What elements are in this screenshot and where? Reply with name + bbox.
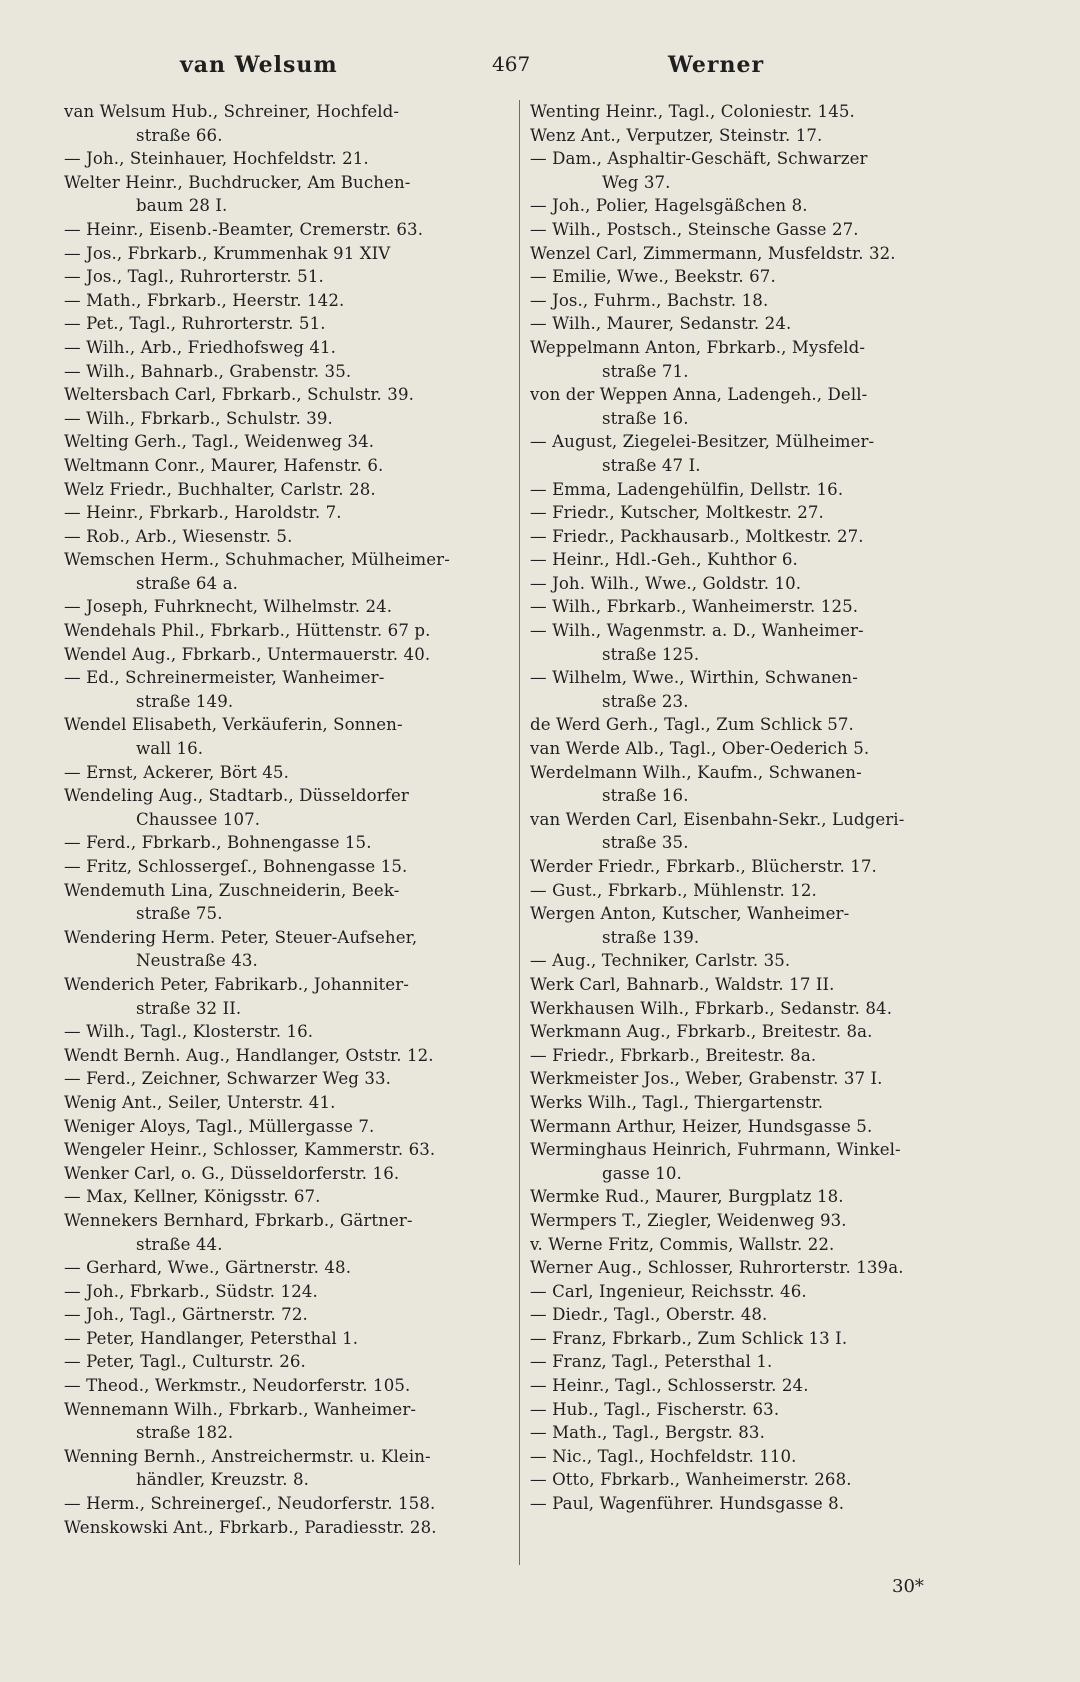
directory-entry [64,1350,496,1374]
directory-entry [530,1350,966,1374]
entry-line: Werder Friedr., Fbrkarb., Blücherstr. 17. [530,857,877,876]
entry-line: — Heinr., Hdl.-Geh., Kuhthor 6. [530,550,798,570]
directory-entry [64,1303,496,1327]
left-column [64,100,496,1539]
entry-line: — Math., Fbrkarb., Heerstr. 142. [64,290,345,310]
entry-continuation: gasse 10. [602,1163,682,1183]
directory-entry [64,1280,496,1304]
directory-entry [530,808,966,855]
directory-entry [530,1327,966,1351]
entry-line: Wenting Heinr., Tagl., Coloniestr. 145. [530,102,855,121]
directory-entry [64,713,496,760]
right-running-head: Werner [668,52,765,78]
directory-entry [64,1091,496,1115]
directory-entry [64,548,496,595]
entry-line: — Otto, Fbrkarb., Wanheimerstr. 268. [530,1470,852,1490]
directory-entry [64,1256,496,1280]
entry-line: Werkhausen Wilh., Fbrkarb., Sedanstr. 84. [530,998,893,1018]
entry-line: Wenning Bernh., Anstreichermstr. u. Klein- [64,1446,431,1466]
directory-entry [64,1138,496,1162]
directory-entry [64,595,496,619]
directory-entry [64,831,496,855]
entry-line: — Friedr., Fbrkarb., Breitestr. 8a. [530,1045,817,1065]
directory-entry [64,525,496,549]
directory-entry [64,1185,496,1209]
directory-entry [64,100,496,147]
directory-entry [64,1327,496,1351]
entry-line: Wendemuth Lina, Zuschneiderin, Beek- [64,880,400,900]
directory-entry [64,619,496,643]
entry-line: Wendel Elisabeth, Verkäuferin, Sonnen- [64,715,403,735]
entry-line: Wendel Aug., Fbrkarb., Untermauerstr. 40. [64,644,431,664]
entry-continuation: Chaussee 107. [136,809,261,829]
entry-line: Wennekers Bernhard, Fbrkarb., Gärtner- [64,1210,413,1230]
entry-line: Weppelmann Anton, Fbrkarb., Mysfeld- [530,337,866,357]
entry-line: van Welsum Hub., Schreiner, Hochfeld- [64,102,400,121]
entry-line: Weltmann Conr., Maurer, Hafenstr. 6. [64,455,384,475]
directory-entry [64,1209,496,1256]
entry-continuation: straße 139. [602,927,700,947]
directory-entry [530,1492,966,1516]
entry-line: Wenzel Carl, Zimmermann, Musfeldstr. 32. [530,243,896,263]
entry-line: — Ferd., Fbrkarb., Bohnengasse 15. [64,833,372,853]
entry-line: Wendehals Phil., Fbrkarb., Hüttenstr. 67 p. [64,621,431,641]
directory-entry [64,1492,496,1516]
entry-line: Wengeler Heinr., Schlosser, Kammerstr. 63. [64,1140,436,1160]
entry-continuation: straße 149. [136,691,234,711]
directory-entry [530,855,966,879]
directory-entry [530,124,966,148]
entry-line: — Math., Tagl., Bergstr. 83. [530,1423,765,1443]
entry-line: Weltersbach Carl, Fbrkarb., Schulstr. 39. [64,385,414,405]
entry-line: — Hub., Tagl., Fischerstr. 63. [530,1399,780,1419]
entry-line: Welting Gerh., Tagl., Weidenweg 34. [64,432,375,452]
directory-entry [64,171,496,218]
directory-entry [64,855,496,879]
entry-line: — Diedr., Tagl., Oberstr. 48. [530,1305,768,1325]
entry-line: — Joh. Wilh., Wwe., Goldstr. 10. [530,573,802,593]
directory-entry [64,312,496,336]
entry-line: — Heinr., Fbrkarb., Haroldstr. 7. [64,503,342,523]
entry-line: Wermpers T., Ziegler, Weidenweg 93. [530,1210,847,1230]
entry-line: Werner Aug., Schlosser, Ruhrorterstr. 139a. [530,1258,904,1278]
directory-entry [530,100,966,124]
entry-continuation: straße 44. [136,1234,223,1254]
entry-continuation: straße 182. [136,1423,234,1443]
directory-entry [64,501,496,525]
entry-line: — Gust., Fbrkarb., Mühlenstr. 12. [530,880,817,900]
directory-entry [530,218,966,242]
directory-entry [530,1421,966,1445]
entry-continuation: straße 75. [136,904,223,924]
entry-continuation: straße 64 a. [136,573,238,593]
directory-entry [64,1445,496,1492]
directory-entry [530,572,966,596]
directory-entry [530,761,966,808]
entry-line: — Jos., Tagl., Ruhrorterstr. 51. [64,267,324,287]
entry-line: — Gerhard, Wwe., Gärtnerstr. 48. [64,1258,352,1278]
entry-continuation: händler, Kreuzstr. 8. [136,1470,310,1490]
directory-entry [530,595,966,619]
entry-line: — Joh., Fbrkarb., Südstr. 124. [64,1281,318,1301]
entry-line: v. Werne Fritz, Commis, Wallstr. 22. [530,1234,835,1254]
directory-entry [530,478,966,502]
entry-line: van Werde Alb., Tagl., Ober-Oederich 5. [530,739,870,759]
directory-entry [64,643,496,667]
entry-continuation: Weg 37. [602,172,671,192]
directory-entry [530,737,966,761]
entry-line: — Theod., Werkmstr., Neudorferstr. 105. [64,1376,411,1396]
directory-entry [530,1256,966,1280]
directory-entry [530,430,966,477]
entry-line: — Ferd., Zeichner, Schwarzer Weg 33. [64,1069,392,1089]
entry-line: — Joh., Steinhauer, Hochfeldstr. 21. [64,149,369,169]
directory-entry [530,1303,966,1327]
directory-entry [64,1162,496,1186]
directory-entry [64,407,496,431]
directory-entry [64,360,496,384]
entry-line: — Franz, Fbrkarb., Zum Schlick 13 I. [530,1328,848,1348]
entry-line: — Herm., Schreinergeſ., Neudorferstr. 158. [64,1494,436,1514]
directory-entry [530,1209,966,1233]
directory-entry [530,336,966,383]
directory-entry [64,265,496,289]
entry-line: — Dam., Asphaltir-Geschäft, Schwarzer [530,149,868,169]
entry-line: Welz Friedr., Buchhalter, Carlstr. 28. [64,479,376,499]
directory-entry [530,289,966,313]
entry-line: — Wilh., Tagl., Klosterstr. 16. [64,1022,314,1042]
signature-mark: 30* [892,1576,924,1597]
directory-entry [530,1067,966,1091]
entry-line: Werkmeister Jos., Weber, Grabenstr. 37 I. [530,1069,883,1089]
entry-line: Werks Wilh., Tagl., Thiergartenstr. [530,1092,824,1112]
entry-line: Wenz Ant., Verputzer, Steinstr. 17. [530,125,823,145]
directory-entry [64,1374,496,1398]
directory-entry [530,1398,966,1422]
directory-entry [530,1445,966,1469]
directory-entry [64,478,496,502]
entry-continuation: straße 71. [602,361,689,381]
entry-continuation: straße 32 II. [136,998,242,1018]
entry-line: — Fritz, Schlossergeſ., Bohnengasse 15. [64,857,408,876]
directory-entry [530,1468,966,1492]
directory-entry [530,265,966,289]
directory-entry [530,1233,966,1257]
entry-line: — Emilie, Wwe., Beekstr. 67. [530,267,776,287]
directory-entry [64,1067,496,1091]
directory-entry [530,973,966,997]
directory-entry [64,430,496,454]
entry-line: — Nic., Tagl., Hochfeldstr. 110. [530,1446,797,1466]
directory-entry [64,454,496,478]
entry-line: — Wilh., Maurer, Sedanstr. 24. [530,314,792,334]
entry-line: Wenderich Peter, Fabrikarb., Johanniter- [64,974,409,994]
entry-line: — August, Ziegelei-Besitzer, Mülheimer- [530,432,875,452]
directory-entry [530,1044,966,1068]
entry-line: — Emma, Ladengehülfin, Dellstr. 16. [530,479,844,499]
directory-entry [530,1280,966,1304]
directory-entry [64,1398,496,1445]
directory-entry [530,312,966,336]
entry-line: van Werden Carl, Eisenbahn-Sekr., Ludgeri- [530,809,905,829]
directory-entry [530,1185,966,1209]
entry-line: Werk Carl, Bahnarb., Waldstr. 17 II. [530,974,835,994]
directory-entry [530,1374,966,1398]
entry-line: — Carl, Ingenieur, Reichsstr. 46. [530,1281,807,1301]
directory-entry [64,289,496,313]
column-divider [519,100,520,1565]
left-running-head: van Welsum [180,52,338,78]
entry-line: Wennemann Wilh., Fbrkarb., Wanheimer- [64,1399,417,1419]
directory-entry [64,926,496,973]
entry-line: — Max, Kellner, Königsstr. 67. [64,1187,321,1207]
directory-entry [530,525,966,549]
entry-line: — Joh., Polier, Hagelsgäßchen 8. [530,196,808,216]
directory-entry [530,147,966,194]
entry-line: — Wilh., Arb., Friedhofsweg 41. [64,337,337,357]
directory-entry [530,1115,966,1139]
entry-line: — Ernst, Ackerer, Bört 45. [64,762,289,782]
entry-line: Wenskowski Ant., Fbrkarb., Paradiesstr. 28. [64,1517,437,1537]
directory-entry [530,997,966,1021]
directory-entry [64,242,496,266]
directory-entry [64,147,496,171]
entry-continuation: baum 28 I. [136,196,228,216]
entry-continuation: Neustraße 43. [136,951,258,971]
directory-entry [64,666,496,713]
directory-entry [64,218,496,242]
entry-line: — Heinr., Tagl., Schlosserstr. 24. [530,1376,809,1396]
entry-line: Wenig Ant., Seiler, Unterstr. 41. [64,1092,336,1112]
entry-line: — Peter, Tagl., Culturstr. 26. [64,1352,306,1372]
entry-continuation: straße 47 I. [602,455,701,475]
entry-line: — Pet., Tagl., Ruhrorterstr. 51. [64,314,326,334]
entry-line: — Wilh., Fbrkarb., Wanheimerstr. 125. [530,597,859,617]
entry-line: Werkmann Aug., Fbrkarb., Breitestr. 8a. [530,1022,873,1042]
directory-entry [64,336,496,360]
entry-line: — Jos., Fuhrm., Bachstr. 18. [530,290,769,310]
entry-line: — Wilh., Wagenmstr. a. D., Wanheimer- [530,621,864,641]
entry-line: — Jos., Fbrkarb., Krummenhak 91 XIV [64,243,391,263]
entry-line: Wendeling Aug., Stadtarb., Düsseldorfer [64,786,409,806]
entry-line: Wermann Arthur, Heizer, Hundsgasse 5. [530,1116,873,1136]
entry-line: — Wilh., Fbrkarb., Schulstr. 39. [64,408,333,428]
directory-entry [530,619,966,666]
entry-line: Wendt Bernh. Aug., Handlanger, Oststr. 12. [64,1045,434,1065]
entry-line: Werminghaus Heinrich, Fuhrmann, Winkel- [530,1140,901,1160]
entry-line: — Friedr., Kutscher, Moltkestr. 27. [530,503,824,523]
entry-line: de Werd Gerh., Tagl., Zum Schlick 57. [530,715,854,735]
entry-continuation: wall 16. [136,739,204,759]
directory-entry [530,902,966,949]
entry-continuation: straße 16. [602,786,689,806]
entry-line: — Heinr., Eisenb.-Beamter, Cremerstr. 63. [64,219,424,239]
entry-line: Wendering Herm. Peter, Steuer-Aufseher, [64,927,418,947]
entry-line: — Wilh., Bahnarb., Grabenstr. 35. [64,361,352,381]
directory-entry [64,1020,496,1044]
entry-line: Weniger Aloys, Tagl., Müllergasse 7. [64,1116,375,1136]
entry-line: — Friedr., Packhausarb., Moltkestr. 27. [530,526,864,546]
directory-entry [64,761,496,785]
page-header [0,52,1080,82]
directory-entry [64,973,496,1020]
entry-line: Werdelmann Wilh., Kaufm., Schwanen- [530,762,862,782]
directory-entry [530,548,966,572]
entry-line: — Joh., Tagl., Gärtnerstr. 72. [64,1305,308,1325]
directory-entry [64,383,496,407]
entry-line: — Franz, Tagl., Petersthal 1. [530,1352,773,1372]
directory-entry [530,1020,966,1044]
entry-line: — Peter, Handlanger, Petersthal 1. [64,1328,359,1348]
directory-entry [530,713,966,737]
entry-line: von der Weppen Anna, Ladengeh., Dell- [530,385,868,405]
entry-line: — Ed., Schreinermeister, Wanheimer- [64,668,385,688]
directory-entry [64,879,496,926]
entry-continuation: straße 66. [136,125,223,145]
directory-entry [530,666,966,713]
entry-line: — Rob., Arb., Wiesenstr. 5. [64,526,293,546]
entry-continuation: straße 16. [602,408,689,428]
entry-continuation: straße 35. [602,833,689,853]
right-column [530,100,966,1516]
directory-entry [530,383,966,430]
directory-entry [530,1091,966,1115]
entry-line: — Wilhelm, Wwe., Wirthin, Schwanen- [530,668,858,688]
entry-line: — Joseph, Fuhrknecht, Wilhelmstr. 24. [64,597,393,617]
directory-entry [64,1044,496,1068]
entry-line: — Aug., Techniker, Carlstr. 35. [530,951,791,971]
directory-entry [530,949,966,973]
entry-line: Wenker Carl, o. G., Düsseldorferstr. 16. [64,1163,400,1183]
directory-entry [530,501,966,525]
directory-entry [64,1516,496,1540]
directory-entry [64,784,496,831]
entry-continuation: straße 23. [602,691,689,711]
entry-line: — Wilh., Postsch., Steinsche Gasse 27. [530,219,859,239]
entry-line: — Paul, Wagenführer. Hundsgasse 8. [530,1494,845,1514]
entry-line: Wemschen Herm., Schuhmacher, Mülheimer- [64,550,450,570]
entry-continuation: straße 125. [602,644,700,664]
directory-entry [530,1138,966,1185]
directory-entry [530,242,966,266]
directory-entry [64,1115,496,1139]
entry-line: Welter Heinr., Buchdrucker, Am Buchen- [64,172,411,192]
entry-line: Wergen Anton, Kutscher, Wanheimer- [530,904,850,924]
page-number: 467 [492,52,531,76]
directory-entry [530,194,966,218]
directory-entry [530,879,966,903]
entry-line: Wermke Rud., Maurer, Burgplatz 18. [530,1187,844,1207]
